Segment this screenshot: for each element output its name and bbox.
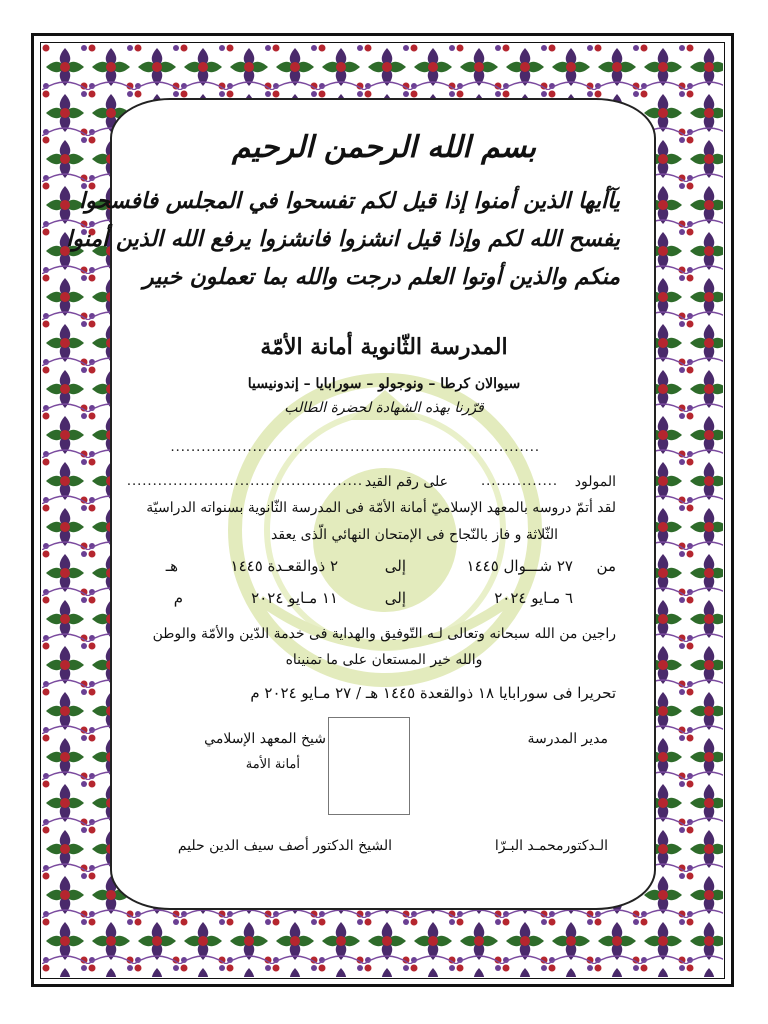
student-photo-box (328, 717, 410, 815)
hijri-from-date: ٢٧ شـــوال ١٤٤٥ (466, 557, 573, 575)
born-dots: ............... (481, 474, 558, 489)
body-line-1: لقد أتمّ دروسه بالمعهد الإسلاميّ أمانة الأمّة فى المدرسة الثّانوية بسنواته الدراسيّة (146, 500, 616, 516)
born-label: المولود (574, 474, 616, 490)
greg-from-date: ٦ مـايو ٢٠٢٤ (494, 589, 573, 607)
verse-line-3: منكم والذين أوتوا العلم درجت والله بما تعملون خبير (143, 264, 620, 290)
principal-name: الـدكتورمحمـد البـرّا (494, 838, 608, 854)
prayer-line-1: راجين من الله سبحانه وتعالى لـه التّوفيق والهداية فى خدمة الدّين والأمّة والوطن (152, 626, 616, 642)
leader-name: الشيخ الدكتور أصف سيف الدين حليم (177, 838, 392, 854)
id-dots: .............................................. (126, 474, 363, 489)
school-address: سيوالان كرطا – ونوجولو – سورابايا – إندونيسيا (247, 376, 521, 392)
greg-to-date: ١١ مـايو ٢٠٢٤ (251, 589, 338, 607)
prayer-line-2: والله خير المستعان على ما تمنيناه (285, 652, 483, 668)
declaration: قرّرنا بهذه الشهادة لحضرة الطالب (284, 400, 484, 416)
greg-to-label: إلى (384, 589, 406, 607)
hijri-from-label: من (596, 557, 616, 575)
leader-subtitle: أمانة الأمة (245, 757, 300, 772)
greg-unit: م (173, 589, 183, 607)
body-line-2: الثّلاثة و فاز بالنّجاح فى الإمتحان النهائي الّذى يعقد (271, 527, 558, 543)
issue-date: تحريرا فى سورابايا ١٨ ذوالقعدة ١٤٤٥ هـ / ٢٧ مـايو ٢٠٢٤ م (250, 684, 616, 702)
school-name: المدرسة الثّانوية أمانة الأمّة (260, 334, 508, 360)
principal-title: مدير المدرسة (527, 731, 608, 747)
leader-title: شيخ المعهد الإسلامي (204, 731, 326, 747)
basmala: بسم الله الرحمن الرحيم (231, 130, 537, 165)
hijri-unit: هـ (165, 557, 178, 575)
hijri-to-date: ٢ ذوالقعـدة ١٤٤٥ (230, 557, 338, 575)
student-name-field: ........................................................................ (170, 440, 540, 455)
verse-line-2: يفسح الله لكم وإذا قيل انشزوا فانشزوا يرفع الله الذين أمنوا (66, 226, 620, 252)
hijri-to-label: إلى (384, 557, 406, 575)
verse-line-1: يآأيها الذين أمنوا إذا قيل لكم تفسحوا في المجلس فافسحوا (79, 188, 620, 214)
id-label: على رقم القيد (364, 474, 448, 490)
